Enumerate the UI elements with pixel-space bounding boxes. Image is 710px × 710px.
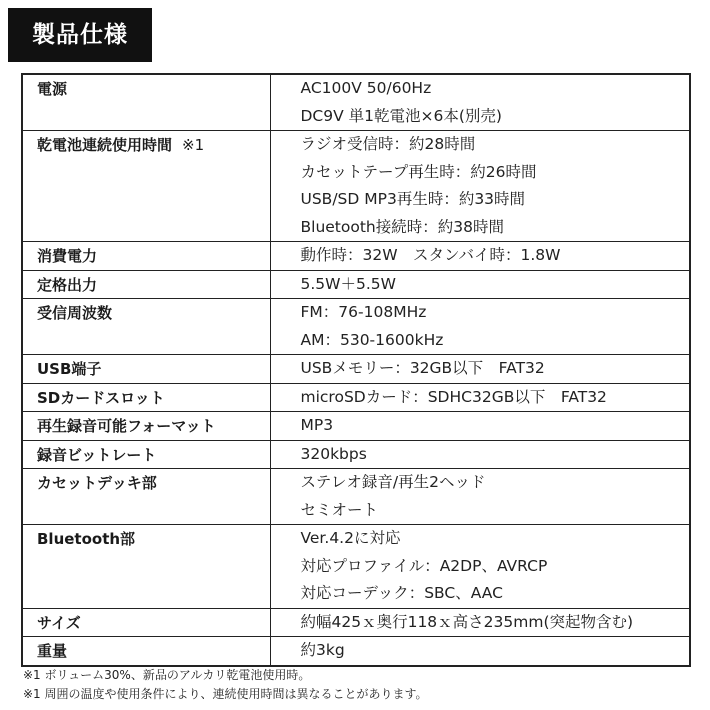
- spec-values-cell: [270, 608, 690, 637]
- spec-label: カセットデッキ部: [37, 474, 157, 492]
- spec-value: microSDカード：SDHC32GB以下 FAT32: [300, 387, 607, 406]
- spec-label: サイズ: [37, 613, 81, 632]
- spec-label-cell: [22, 131, 270, 242]
- spec-row: [22, 440, 690, 469]
- spec-value: AC100V 50/60Hz: [300, 79, 432, 97]
- spec-label: 消費電力: [37, 247, 98, 265]
- spec-value: 対応コーデック：SBC、AAC: [300, 584, 503, 602]
- spec-row: [22, 469, 690, 525]
- spec-label-cell: [22, 412, 270, 441]
- spec-values-cell: [270, 383, 690, 412]
- spec-value: FM：76-108MHz: [300, 303, 427, 321]
- spec-label-cell: [22, 270, 270, 299]
- spec-label: 乾電池連続使用時間: [37, 136, 173, 154]
- footnote-2: ※1 周囲の温度や使用条件により、連続使用時間は異なることがあります。: [23, 687, 428, 701]
- spec-label-cell: [22, 355, 270, 384]
- spec-label: 再生録音可能フォーマット: [37, 417, 216, 435]
- spec-row: [22, 242, 690, 271]
- spec-row: [22, 131, 690, 242]
- spec-label-cell: [22, 440, 270, 469]
- spec-label-cell: [22, 469, 270, 525]
- spec-values-cell: [270, 412, 690, 441]
- spec-label: 録音ビットレート: [37, 445, 157, 464]
- spec-value: 動作時：32W スタンバイ時：1.8W: [300, 246, 561, 264]
- spec-label: Bluetooth部: [37, 530, 136, 548]
- spec-values-cell: [270, 131, 690, 242]
- spec-table: [21, 73, 691, 667]
- spec-values-cell: [270, 469, 690, 525]
- spec-value: USB/SD MP3再生時：約33時間: [300, 190, 526, 208]
- footnote-1: ※1 ボリューム30%、新品のアルカリ乾電池使用時。: [23, 668, 311, 682]
- spec-label-cell: [22, 608, 270, 637]
- spec-row: [22, 355, 690, 384]
- spec-row: [22, 299, 690, 355]
- spec-row: [22, 637, 690, 666]
- spec-value: 対応プロファイル：A2DP、AVRCP: [300, 556, 548, 575]
- spec-row: [22, 412, 690, 441]
- spec-value: カセットテープ再生時：約26時間: [300, 162, 537, 181]
- spec-value: Ver.4.2に対応: [300, 529, 401, 547]
- spec-note: ※1: [182, 136, 205, 154]
- spec-label-cell: [22, 383, 270, 412]
- spec-value: MP3: [300, 416, 334, 434]
- spec-value: DC9V 単1乾電池×6本(別売): [300, 106, 502, 125]
- spec-label: 重量: [37, 642, 68, 660]
- spec-row: [22, 270, 690, 299]
- spec-value: 320kbps: [300, 444, 367, 463]
- spec-label: 受信周波数: [37, 304, 113, 322]
- spec-values-cell: [270, 440, 690, 469]
- spec-value: AM：530-1600kHz: [300, 330, 444, 349]
- spec-value: 約3kg: [300, 641, 345, 659]
- spec-value: セミオート: [300, 500, 379, 519]
- spec-values-cell: [270, 525, 690, 609]
- spec-row: [22, 74, 690, 131]
- spec-values-cell: [270, 637, 690, 666]
- spec-value: ラジオ受信時：約28時間: [300, 135, 476, 153]
- spec-values-cell: [270, 242, 690, 271]
- spec-label-cell: [22, 525, 270, 609]
- spec-values-cell: [270, 355, 690, 384]
- spec-label-cell: [22, 637, 270, 666]
- spec-value: USBメモリー：32GB以下 FAT32: [300, 359, 545, 377]
- spec-label: 定格出力: [37, 275, 98, 294]
- spec-value: Bluetooth接続時：約38時間: [300, 217, 504, 236]
- footnotes: [23, 666, 428, 704]
- spec-label: USB端子: [37, 360, 102, 378]
- spec-label-cell: [22, 74, 270, 131]
- page-title: 製品仕様: [8, 8, 152, 62]
- spec-row: [22, 383, 690, 412]
- spec-value: 約幅425ｘ奥行118ｘ高さ235mm(突起物含む): [300, 612, 634, 631]
- spec-value: 5.5W＋5.5W: [300, 274, 396, 293]
- spec-label: SDカードスロット: [37, 388, 165, 407]
- spec-table-body: [22, 74, 690, 666]
- spec-value: ステレオ録音/再生2ヘッド: [300, 473, 486, 491]
- spec-row: [22, 525, 690, 609]
- spec-label-cell: [22, 299, 270, 355]
- spec-values-cell: [270, 74, 690, 131]
- spec-row: [22, 608, 690, 637]
- spec-values-cell: [270, 299, 690, 355]
- spec-label: 電源: [37, 80, 68, 98]
- spec-label-cell: [22, 242, 270, 271]
- spec-values-cell: [270, 270, 690, 299]
